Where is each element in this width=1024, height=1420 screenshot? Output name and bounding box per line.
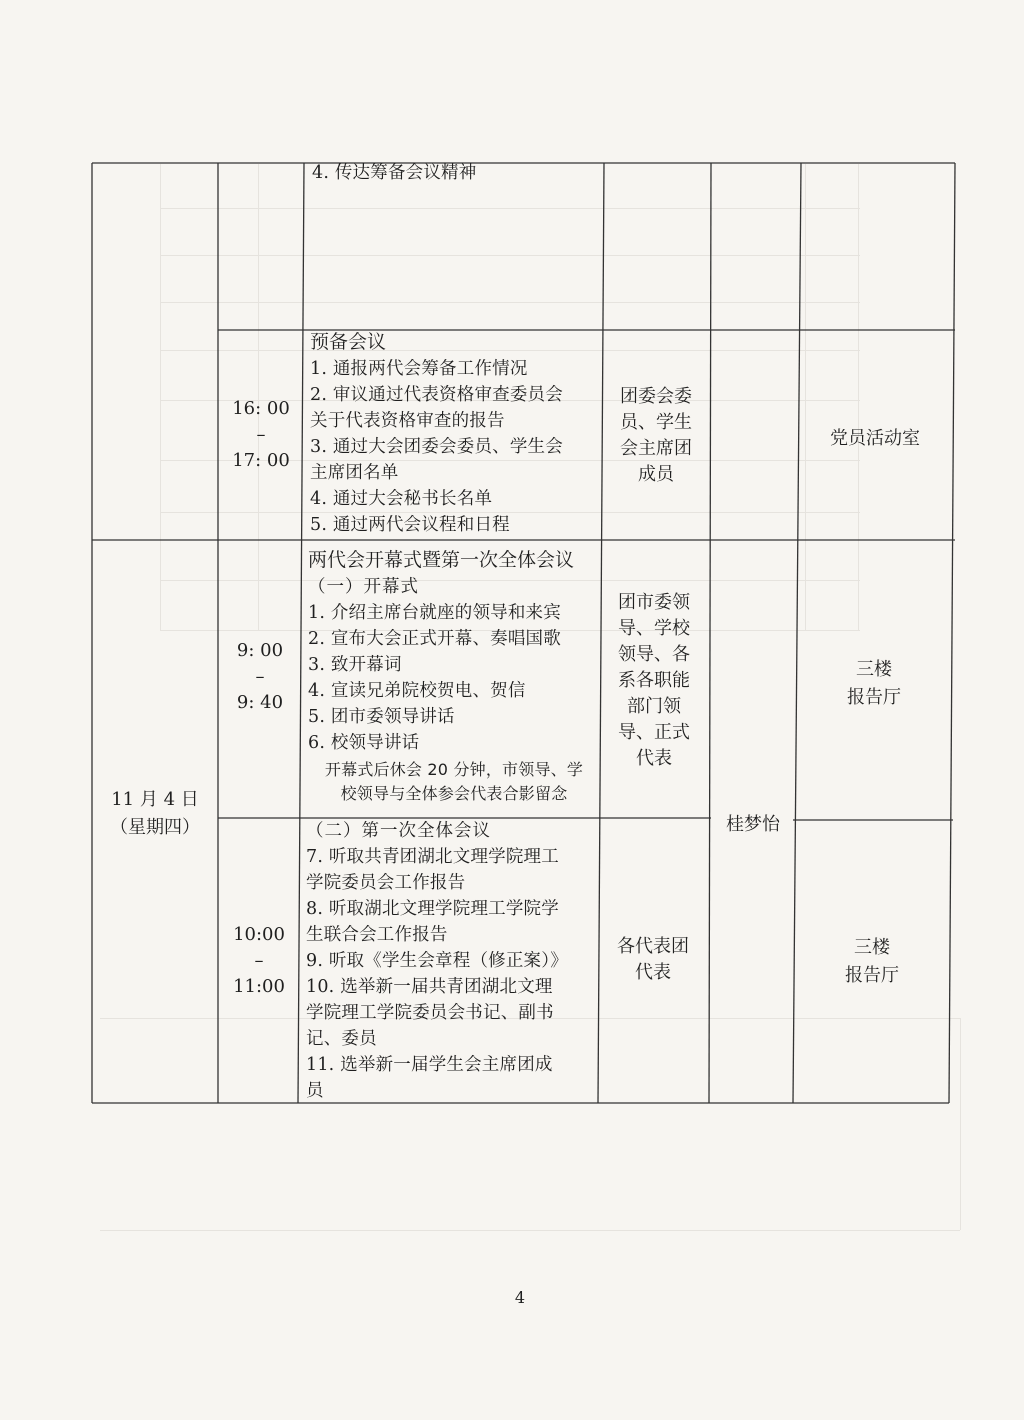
time-cell-plenary <box>219 922 299 1000</box>
agenda-item: 10. 选举新一届共青团湖北文理 <box>306 977 553 997</box>
attendees-line: 团委会委 <box>620 386 692 407</box>
session-subtitle: （二）第一次全体会议 <box>306 821 491 841</box>
agenda-item: 2. 审议通过代表资格审查委员会 <box>310 385 563 405</box>
venue-cell-opening <box>796 656 952 712</box>
agenda-item: 2. 宣布大会正式开幕、奏唱国歌 <box>308 629 561 649</box>
session-title: 预备会议 <box>310 331 387 353</box>
agenda-item: 员 <box>306 1081 324 1101</box>
time-dash: – <box>255 666 265 687</box>
venue-cell-preparatory <box>800 426 950 452</box>
host-name: 桂梦怡 <box>726 814 780 835</box>
time-start: 9: 00 <box>236 640 284 661</box>
attendees-cell-preparatory <box>603 384 709 488</box>
agenda-item: 3. 致开幕词 <box>308 655 402 675</box>
host-cell <box>710 812 796 838</box>
agenda-item: 4. 传达筹备会议精神 <box>312 163 477 183</box>
agenda-item: 4. 宣读兄弟院校贺电、贺信 <box>308 681 526 701</box>
attendees-cell-plenary <box>598 934 708 986</box>
time-end: 9: 40 <box>236 692 284 713</box>
agenda-item: 1. 通报两代会筹备工作情况 <box>310 359 528 379</box>
agenda-item: 1. 介绍主席台就座的领导和来宾 <box>308 603 561 623</box>
attendees-line: 员、学生 <box>620 412 692 433</box>
agenda-item: 主席团名单 <box>310 463 399 483</box>
attendees-line: 代表 <box>636 748 672 769</box>
agenda-item: 7. 听取共青团湖北文理学院理工 <box>306 847 559 867</box>
attendees-line: 领导、各 <box>618 644 690 665</box>
agenda-item: 11. 选举新一届学生会主席团成 <box>306 1055 553 1075</box>
agenda-cell-plenary <box>306 818 598 1104</box>
time-cell-preparatory <box>220 396 302 474</box>
agenda-item: 5. 团市委领导讲话 <box>308 707 455 727</box>
venue-line: 三楼 <box>854 937 890 958</box>
attendees-line: 部门领 <box>627 696 681 717</box>
agenda-item: 生联合会工作报告 <box>306 925 448 945</box>
session-subtitle: （一）开幕式 <box>308 577 419 597</box>
agenda-item: 8. 听取湖北文理学院理工学院学 <box>306 899 559 919</box>
page-number: 4 <box>514 1288 526 1307</box>
attendees-line: 成员 <box>638 464 674 485</box>
attendees-line: 系各职能 <box>618 670 690 691</box>
note-line: 校领导与全体参会代表合影留念 <box>340 784 568 803</box>
agenda-cell-preparatory <box>310 328 602 538</box>
attendees-cell-opening <box>600 590 708 772</box>
agenda-cell-prep-continued <box>312 160 602 186</box>
session-title: 两代会开幕式暨第一次全体会议 <box>308 549 575 571</box>
date-text: 11 月 4 日 <box>111 789 199 810</box>
agenda-item: 3. 通过大会团委会委员、学生会 <box>310 437 563 457</box>
date-cell <box>94 786 216 842</box>
time-start: 10:00 <box>233 924 285 945</box>
attendees-line: 会主席团 <box>620 438 692 459</box>
agenda-item: 4. 通过大会秘书长名单 <box>310 489 493 509</box>
weekday-text: （星期四） <box>110 817 200 838</box>
agenda-item: 关于代表资格审查的报告 <box>310 411 505 431</box>
time-end: 11:00 <box>233 976 285 997</box>
agenda-item: 学院理工学院委员会书记、副书 <box>306 1003 554 1023</box>
venue-line: 报告厅 <box>847 687 901 708</box>
venue-cell-plenary <box>794 934 950 990</box>
agenda-item: 6. 校领导讲话 <box>308 733 420 753</box>
attendees-line: 导、学校 <box>618 618 690 639</box>
attendees-line: 代表 <box>635 962 671 983</box>
agenda-item: 9. 听取《学生会章程（修正案）》 <box>306 951 568 971</box>
time-end: 17: 00 <box>232 450 290 471</box>
agenda-cell-opening <box>308 546 600 806</box>
agenda-item: 记、委员 <box>306 1029 377 1049</box>
attendees-line: 团市委领 <box>618 592 690 613</box>
venue-text: 党员活动室 <box>830 428 920 449</box>
time-cell-opening <box>220 638 300 716</box>
note-line: 开幕式后休会 20 分钟，市领导、学 <box>324 760 584 779</box>
attendees-line: 导、正式 <box>618 722 690 743</box>
agenda-item: 5. 通过两代会议程和日程 <box>310 515 510 535</box>
agenda-item: 学院委员会工作报告 <box>306 873 466 893</box>
time-start: 16: 00 <box>232 398 290 419</box>
venue-line: 三楼 <box>856 659 892 680</box>
attendees-line: 各代表团 <box>617 936 689 957</box>
time-dash: – <box>254 950 264 971</box>
time-dash: – <box>256 424 266 445</box>
venue-line: 报告厅 <box>845 965 899 986</box>
session-note <box>308 758 600 806</box>
